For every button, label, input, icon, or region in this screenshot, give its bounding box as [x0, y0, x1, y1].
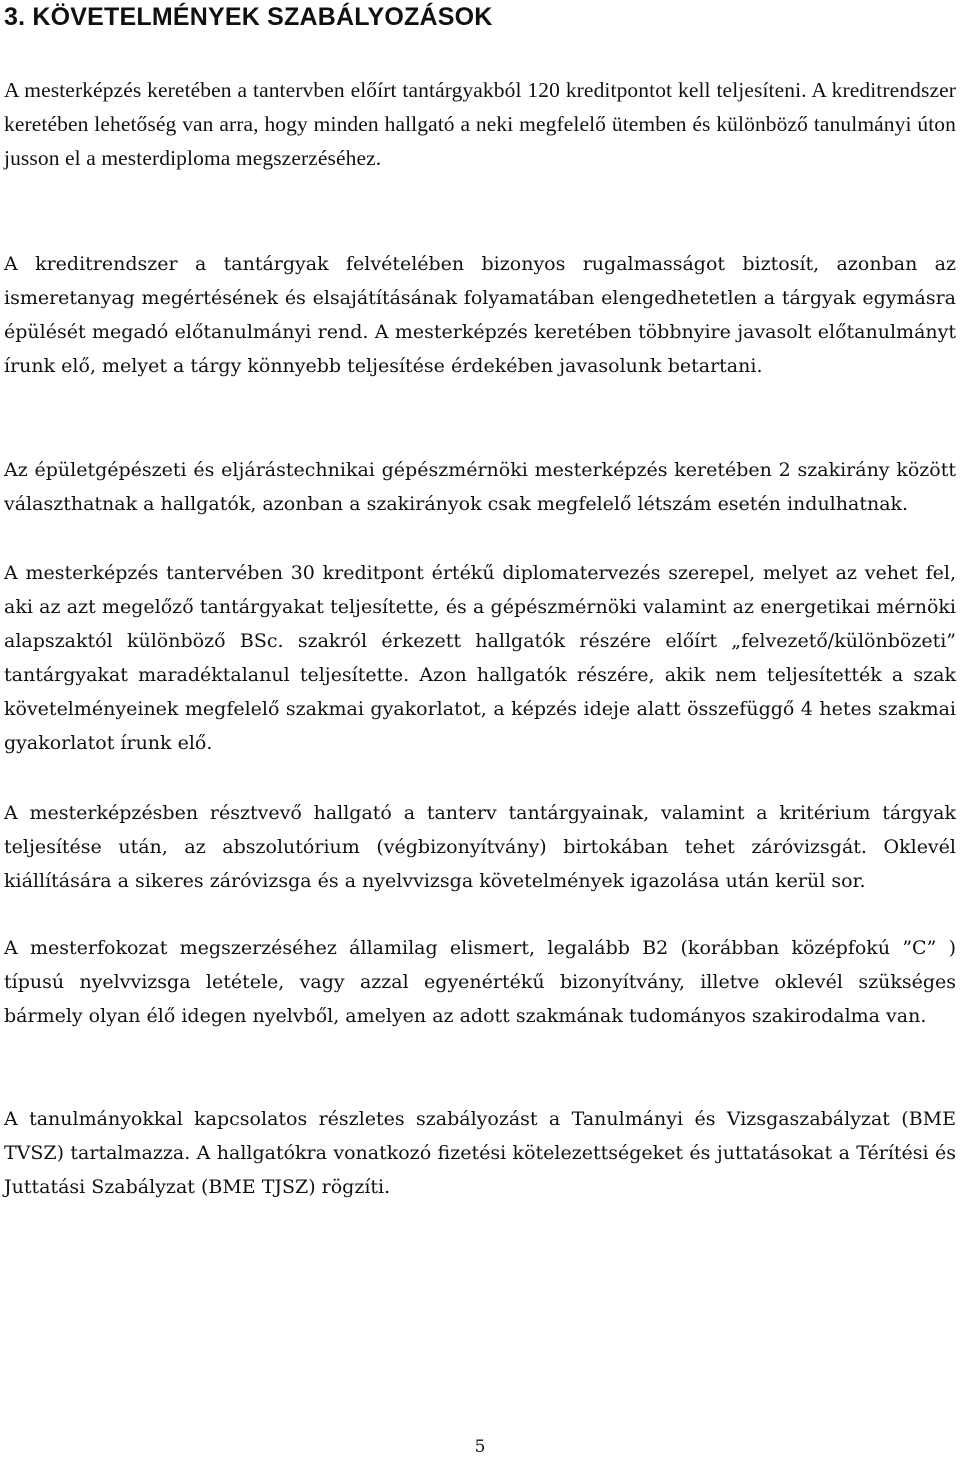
paragraph-final-exam: A mesterképzésben résztvevő hallgató a tanterv tantárgyainak, valamint a kritérium tárgyak teljesítése után, az abszolutórium (végbizonyítvány) birtokában tehet záróvizsgát. Oklevél kiállítására a sikeres záróvizsga és a nyelvvizsga követelmények igazolása után kerül sor. — [4, 802, 956, 892]
document-page — [4, 0, 956, 1460]
paragraph-thesis: A mesterképzés tantervében 30 kreditpont értékű diplomatervezés szerepel, melyet az vehet fel, aki az azt megelőző tantárgyakat teljesítette, és a gépészmérnöki valamint az energetikai mérnöki alapszaktól különböző BSc. szakról érkezett hallgatók részére előírt „felvezető/különbözeti” tantárgyakat maradéktalanul teljesítette. Azon hallgatók részére, akik nem teljesítették a szak követelményeinek megfelelő szakmai gyakorlatot, a képzés ideje alatt összefüggő 4 hetes szakmai gyakorlatot írunk elő. — [4, 562, 956, 754]
paragraph-credit-requirements: A mesterképzés keretében a tantervben előírt tantárgyakból 120 kreditpontot kell teljesíteni. A kreditrendszer keretében lehetőség van arra, hogy minden hallgató a neki megfelelő ütemben és különböző tanulmányi úton jusson el a mesterdiploma megszerzéséhez. — [4, 78, 956, 170]
page-number: 5 — [474, 1437, 486, 1457]
paragraph-prerequisites: A kreditrendszer a tantárgyak felvételében bizonyos rugalmasságot biztosít, azonban az ismeretanyag megértésének és elsajátításának folyamatában elengedhetetlen a tárgyak egymásra épülését megadó előtanulmányi rend. A mesterképzés keretében többnyire javasolt előtanulmányt írunk elő, melyet a tárgy könnyebb teljesítése érdekében javasolunk betartani. — [4, 253, 956, 377]
section-heading: 3. KÖVETELMÉNYEK SZABÁLYOZÁSOK — [4, 3, 493, 31]
paragraph-regulations: A tanulmányokkal kapcsolatos részletes szabályozást a Tanulmányi és Vizsgaszabályzat (BME TVSZ) tartalmazza. A hallgatókra vonatkozó fizetési kötelezettségeket és juttatásokat a Térítési és Juttatási Szabályzat (BME TJSZ) rögzíti. — [4, 1108, 956, 1198]
paragraph-specializations: Az épületgépészeti és eljárástechnikai gépészmérnöki mesterképzés keretében 2 szakirány között választhatnak a hallgatók, azonban a szakirányok csak megfelelő létszám esetén indulhatnak. — [4, 459, 956, 515]
paragraph-language-exam: A mesterfokozat megszerzéséhez államilag elismert, legalább B2 (korábban középfokú ”C” ) típusú nyelvvizsga letétele, vagy azzal egyenértékű bizonyítvány, illetve oklevél szükséges bármely olyan élő idegen nyelvből, amelyen az adott szakmának tudományos szakirodalma van. — [4, 937, 956, 1027]
